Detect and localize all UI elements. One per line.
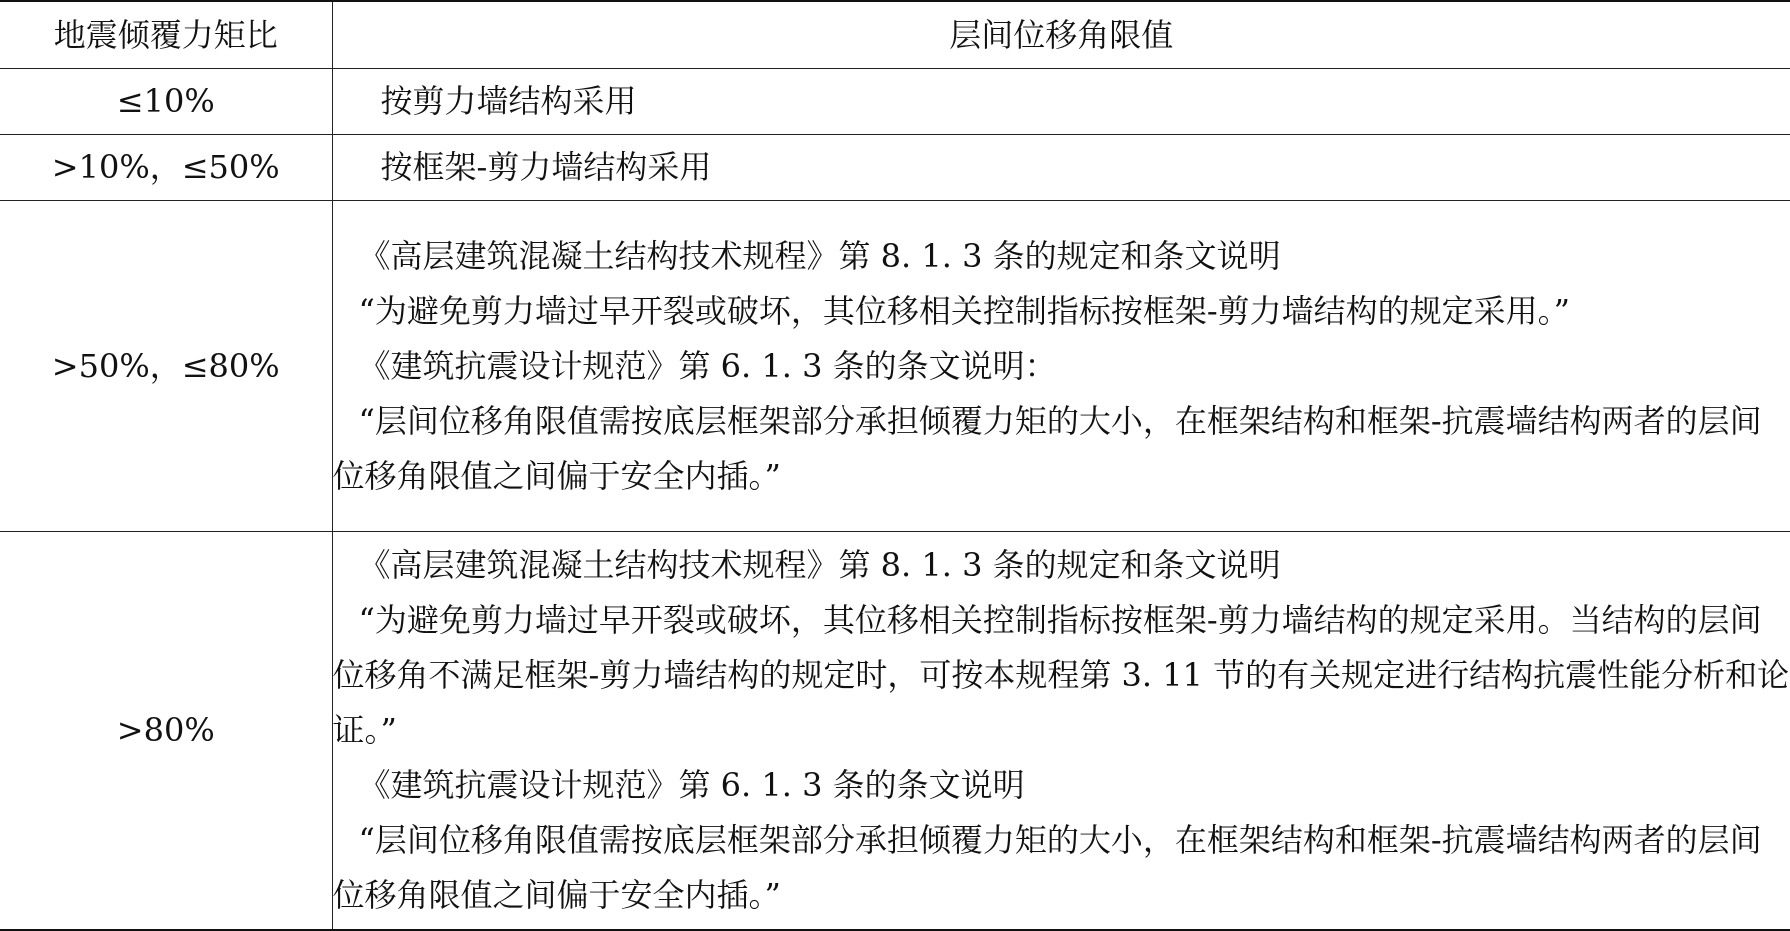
code-reference: 《高层建筑混凝土结构技术规程》第 8. 1. 3 条的规定和条文说明 [358,545,1281,584]
quoted-provision: “为避免剪力墙过早开裂或破坏，其位移相关控制指标按框架-剪力墙结构的规定采用。当结构的层间位移角不满足框架-剪力墙结构的规定时，可按本规程第 3. 11 节的有关规定进行结构抗震性能分析和论证。” [332,600,1790,749]
table-row [0,201,1790,532]
limit-cell [332,201,1790,532]
table-row [0,531,1790,930]
header-drift-angle-limit: 层间位移角限值 [332,1,1790,69]
limit-cell [332,69,1790,135]
limit-cell [332,135,1790,201]
code-reference: 《建筑抗震设计规范》第 6. 1. 3 条的条文说明 [358,765,1025,804]
quoted-provision: “为避免剪力墙过早开裂或破坏，其位移相关控制指标按框架-剪力墙结构的规定采用。” [358,291,1571,330]
table-row [0,135,1790,201]
table-header-row [0,1,1790,69]
table-row [0,69,1790,135]
quoted-provision: “层间位移角限值需按底层框架部分承担倾覆力矩的大小，在框架结构和框架-抗震墙结构两者的层间位移角限值之间偏于安全内插。” [332,820,1762,914]
ratio-cell: >80% [0,531,332,930]
limit-cell [332,531,1790,930]
limit-text: 按剪力墙结构采用 [380,82,637,121]
ratio-cell: >10%，≤50% [0,135,332,201]
code-reference: 《高层建筑混凝土结构技术规程》第 8. 1. 3 条的规定和条文说明 [358,236,1281,275]
header-overturning-moment-ratio: 地震倾覆力矩比 [0,1,332,69]
ratio-cell: ≤10% [0,69,332,135]
ratio-cell: >50%，≤80% [0,201,332,532]
quoted-provision: “层间位移角限值需按底层框架部分承担倾覆力矩的大小，在框架结构和框架-抗震墙结构两者的层间位移角限值之间偏于安全内插。” [332,401,1762,495]
limit-text: 按框架-剪力墙结构采用 [380,148,712,187]
code-reference: 《建筑抗震设计规范》第 6. 1. 3 条的条文说明： [358,346,1057,385]
